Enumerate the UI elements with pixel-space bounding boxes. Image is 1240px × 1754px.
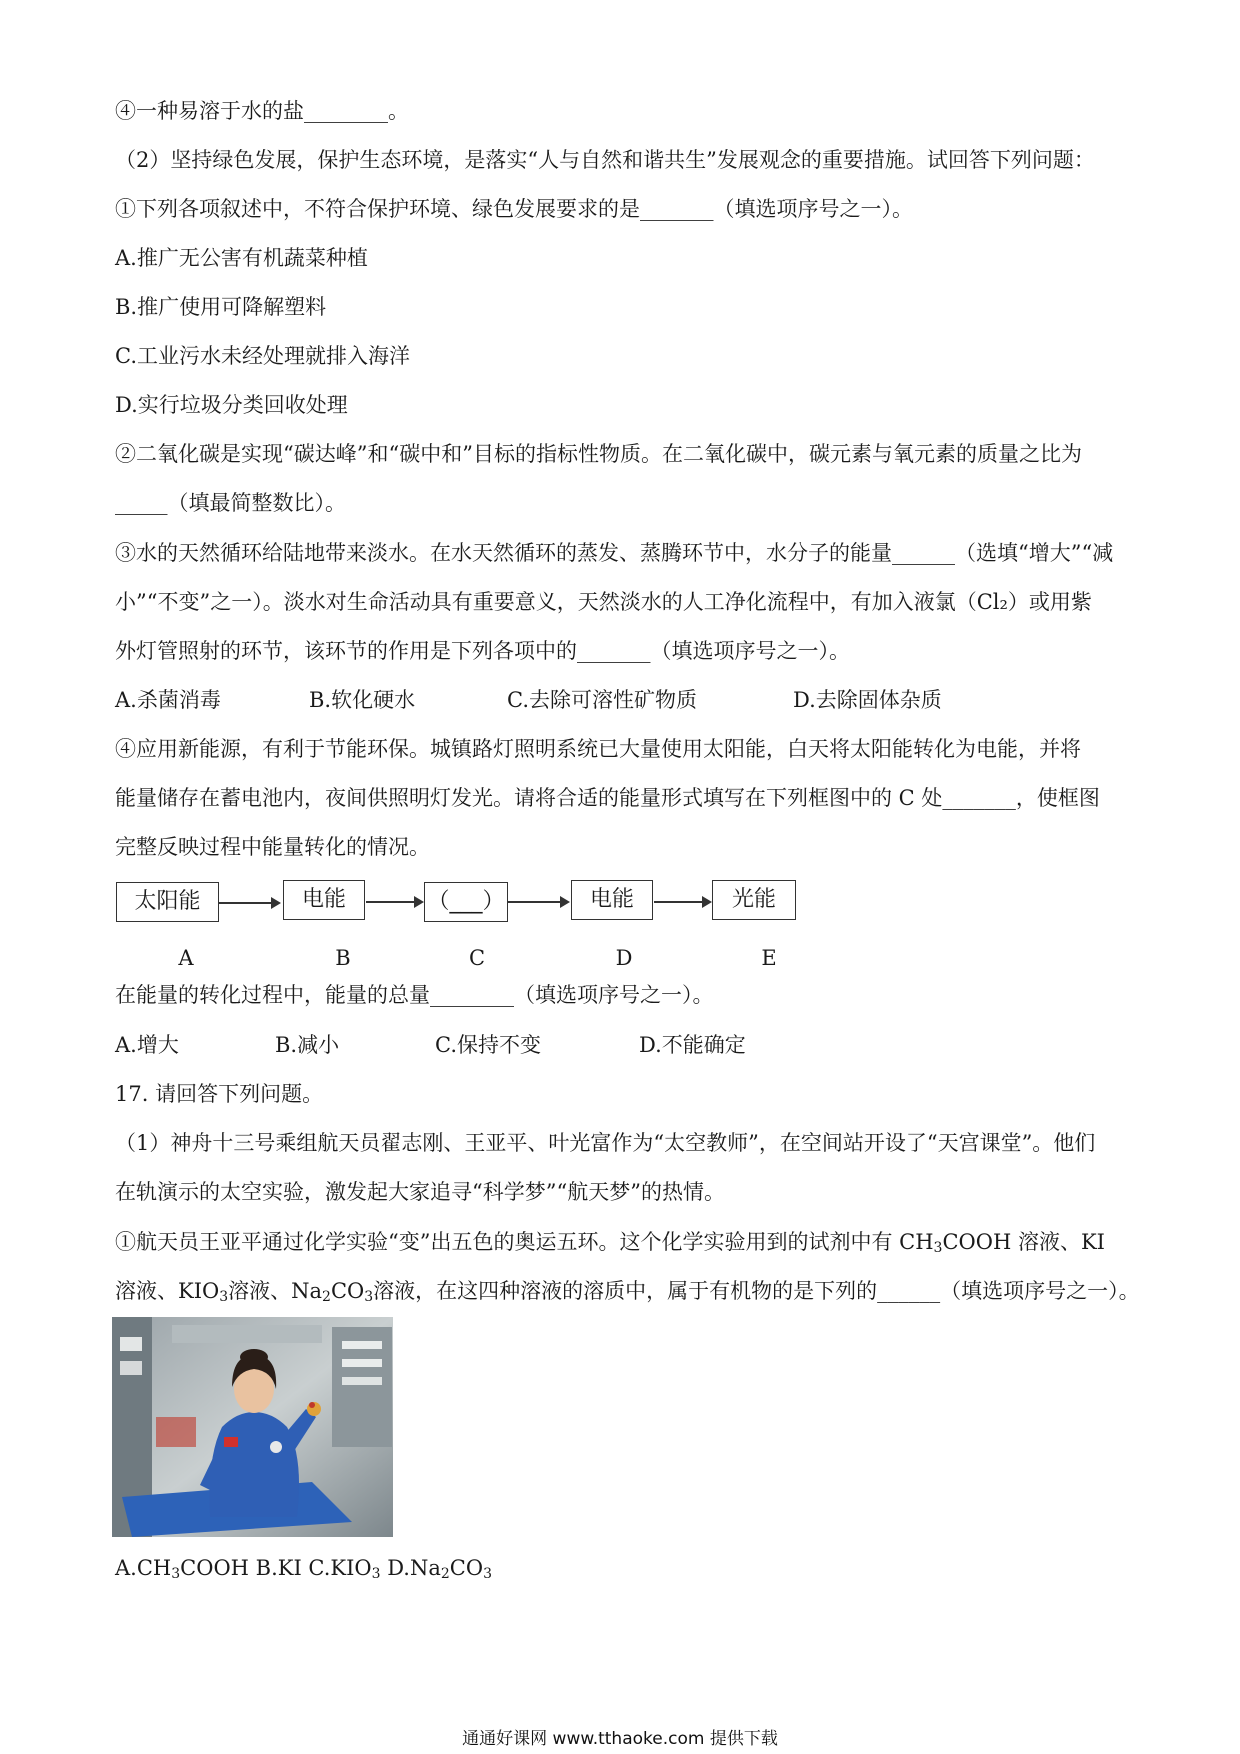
q3-option-b: B.软化硬水 [309,688,416,712]
page-footer: 通通好课网 www.tthaoke.com 提供下载 [462,1729,778,1749]
q16-part2-item2: ②二氧化碳是实现“碳达峰”和“碳中和”目标的指标性物质。在二氧化碳中，碳元素与氧元素的质量之比为 [115,442,1082,466]
flow-box-c: （___） [424,882,508,922]
q17-part1-intro-cont: 在轨演示的太空实验，激发起大家追寻“科学梦”“航天梦”的热情。 [115,1180,725,1204]
q16-part2-item2-cont: _____（填最简整数比）。 [115,491,346,515]
flow-arrow [508,901,568,903]
option-a: A.推广无公害有机蔬菜种植 [115,246,368,270]
q16-part2-item4-cont: 能量储存在蓄电池内，夜间供照明灯发光。请将合适的能量形式填写在下列框图中的 C 处_______，使框图 [115,786,1100,810]
q16-part2-item3: ③水的天然循环给陆地带来淡水。在水天然循环的蒸发、蒸腾环节中，水分子的能量______（选填“增大”“减 [115,541,1114,565]
q16-item4-line: ④一种易溶于水的盐________。 [115,99,409,123]
flow-arrow [219,902,279,904]
q17-heading: 17. 请回答下列问题。 [115,1082,324,1106]
option-c: C.工业污水未经处理就排入海洋 [115,344,410,368]
flow-box-a: 太阳能 [116,882,219,922]
q17-part1-item1: ①航天员王亚平通过化学实验“变”出五色的奥运五环。这个化学实验用到的试剂中有 $CH_3COOH$ 溶液、KI [115,1230,1105,1256]
q3-option-d: D.去除固体杂质 [793,688,942,712]
q4-option-b: B.减小 [275,1033,340,1057]
q16-part2-item4: ④应用新能源，有利于节能环保。城镇路灯照明系统已大量使用太阳能，白天将太阳能转化为电能，并将 [115,737,1081,761]
flow-box-e: 光能 [712,880,796,920]
astronaut-photo-illustration [112,1317,393,1537]
q17-part1-item1-cont: 溶液、$KIO_3$溶液、$Na_2CO_3$溶液，在这四种溶液的溶质中，属于有机物的是下列的______（填选项序号之一）。 [115,1279,1140,1305]
q16-part2-item3-cont: 小”“不变”之一）。淡水对生命活动具有重要意义，天然淡水的人工净化流程中，有加入液氯（Cl₂）或用紫 [115,590,1092,614]
q16-part2-item1: ①下列各项叙述中，不符合保护环境、绿色发展要求的是_______（填选项序号之一）。 [115,197,913,221]
flow-arrow [654,901,710,903]
flow-label-a: A [178,946,194,970]
q4-option-c: C.保持不变 [435,1033,541,1057]
flow-label-d: D [615,946,633,970]
astronaut-photo [112,1317,393,1537]
q16-part2-item3-cont2: 外灯管照射的环节，该环节的作用是下列各项中的_______（填选项序号之一）。 [115,639,850,663]
flow-box-d: 电能 [571,880,653,920]
flow-box-b: 电能 [283,880,365,920]
q4-option-a: A.增大 [115,1033,179,1057]
option-d: D.实行垃圾分类回收处理 [115,393,348,417]
option-b: B.推广使用可降解塑料 [115,295,327,319]
flow-label-e: E [761,946,777,970]
q16-part2-intro: （2）坚持绿色发展，保护生态环境，是落实“人与自然和谐共生”发展观念的重要措施。试回答下列问题： [115,148,1095,172]
q4-options [115,1030,746,1060]
energy-total-question: 在能量的转化过程中，能量的总量________（填选项序号之一）。 [115,983,714,1007]
q4-option-d: D.不能确定 [639,1033,746,1057]
q17-part1-answer-options: $A.CH_3COOH$ B.KI $C.KIO_3$ $D.Na_2CO_3$ [115,1556,493,1582]
q3-option-c: C.去除可溶性矿物质 [507,688,697,712]
q3-options [115,685,942,715]
q16-part2-item4-cont2: 完整反映过程中能量转化的情况。 [115,835,430,859]
q3-option-a: A.杀菌消毒 [115,688,221,712]
q17-part1-intro: （1）神舟十三号乘组航天员翟志刚、王亚平、叶光富作为“太空教师”，在空间站开设了“天宫课堂”。他们 [115,1131,1096,1155]
flow-label-c: C [468,946,486,970]
flow-arrow [366,901,422,903]
flow-label-b: B [335,946,351,970]
